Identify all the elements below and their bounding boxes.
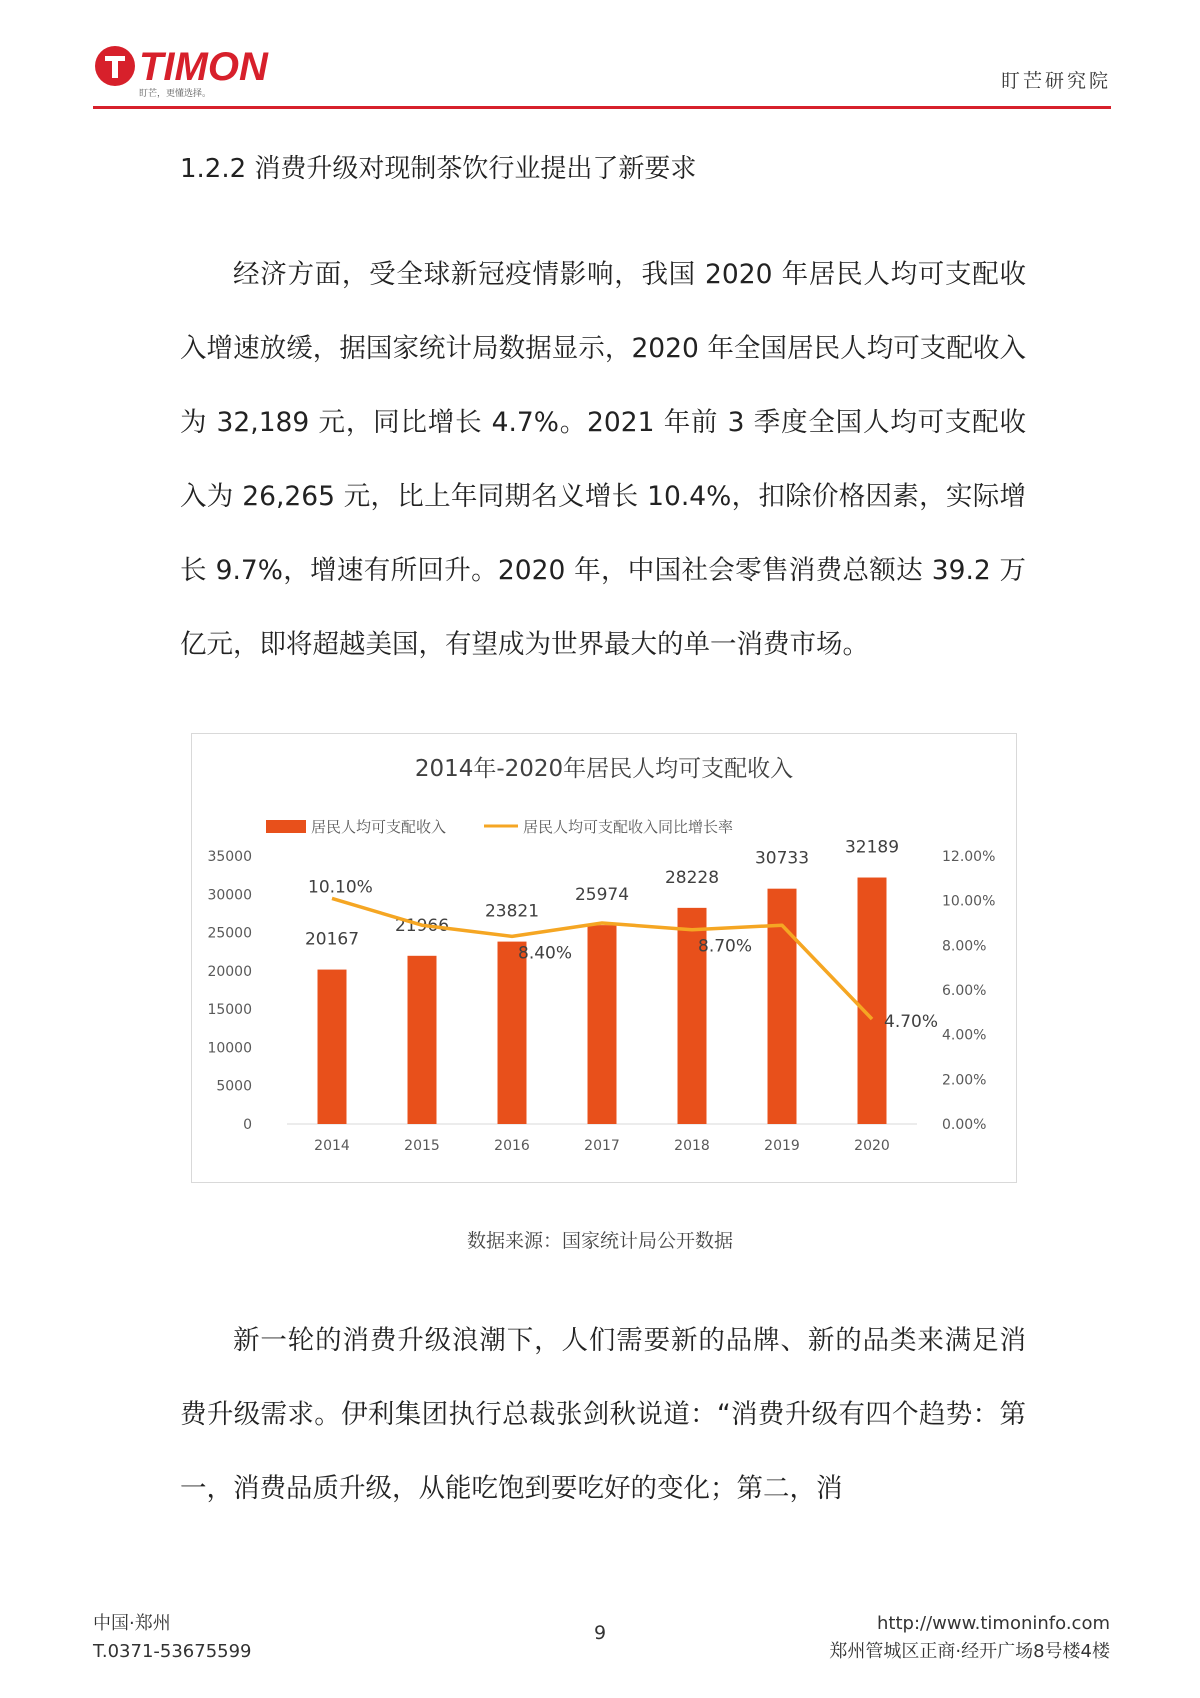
x-tick-label: 2014 xyxy=(314,1138,350,1154)
y-left-tick-label: 5000 xyxy=(216,1078,252,1095)
y-right-tick-label: 2.00% xyxy=(942,1072,987,1089)
chart-canvas xyxy=(192,734,1016,1182)
institute-name: 盯芒研究院 xyxy=(1000,70,1111,92)
y-left-tick-label: 15000 xyxy=(207,1002,252,1019)
y-right-tick-label: 8.00% xyxy=(942,938,987,955)
y-left-tick-label: 20000 xyxy=(207,963,252,980)
y-left-tick-label: 30000 xyxy=(207,887,252,904)
body-paragraph-1 xyxy=(180,238,1026,682)
bar xyxy=(408,956,437,1124)
footer-location: 中国·郑州 xyxy=(93,1613,171,1634)
chart-title: 2014年-2020年居民人均可支配收入 xyxy=(414,756,794,782)
x-tick-label: 2018 xyxy=(674,1138,710,1154)
y-right-tick-label: 0.00% xyxy=(942,1117,987,1133)
bar-value-label: 25974 xyxy=(574,885,630,906)
y-left-tick-label: 35000 xyxy=(207,849,252,865)
y-left-tick-label: 25000 xyxy=(207,925,252,942)
header-divider xyxy=(93,106,1111,109)
paragraph-text: 新一轮的消费升级浪潮下，人们需要新的品牌、新的品类来满足消费升级需求。伊利集团执行总裁张剑秋说道：“消费升级有四个趋势：第一，消费品质升级，从能吃饱到要吃好的变化；第二，消 xyxy=(180,1325,1026,1504)
x-tick-label: 2020 xyxy=(854,1138,890,1154)
y-right-tick-label: 12.00% xyxy=(942,849,996,865)
logo-wordmark: TIMON xyxy=(139,45,268,89)
bar-value-label: 30733 xyxy=(754,848,810,869)
x-tick-label: 2019 xyxy=(764,1138,800,1154)
bar-value-label: 28228 xyxy=(664,867,720,888)
bar-value-label: 21966 xyxy=(394,915,450,936)
footer-website[interactable]: http://www.timoninfo.com xyxy=(877,1613,1110,1634)
income-chart xyxy=(191,733,1017,1183)
line-point-label: 8.40% xyxy=(518,943,573,964)
legend-line-label: 居民人均可支配收入同比增长率 xyxy=(523,818,734,836)
x-tick-label: 2017 xyxy=(584,1138,620,1154)
line-point-label: 8.70% xyxy=(698,936,753,957)
body-paragraph-2 xyxy=(180,1304,1026,1526)
bar xyxy=(318,970,347,1124)
footer-phone: T.0371-53675599 xyxy=(93,1641,252,1662)
footer-address-block xyxy=(829,1610,1110,1666)
bar xyxy=(858,878,887,1124)
y-right-tick-label: 10.00% xyxy=(942,893,996,910)
section-title: 1.2.2 消费升级对现制茶饮行业提出了新要求 xyxy=(180,154,697,184)
y-right-tick-label: 4.00% xyxy=(942,1027,987,1044)
page-header xyxy=(93,36,1111,108)
footer-address: 郑州管城区正商·经开广场8号楼4楼 xyxy=(829,1641,1110,1662)
y-right-tick-label: 6.00% xyxy=(942,983,987,999)
x-tick-label: 2015 xyxy=(404,1138,440,1154)
x-tick-label: 2016 xyxy=(494,1138,530,1154)
bar-value-label: 23821 xyxy=(484,901,540,922)
paragraph-text: 经济方面，受全球新冠疫情影响，我国 2020 年居民人均可支配收入增速放缓，据国家统计局数据显示，2020 年全国居民人均可支配收入为 32,189 元，同比增长 4.7%。2021 年前 3 季度全国人均可支配收入为 26,265 元，比上年同期名义增长 10.4%，扣除价格因素，实际增长 9.7%，增速有所回升。2020 年，中国社会零售消费总额达 39.2 万亿元，即将超越美国，有望成为世界最大的单一消费市场。 xyxy=(180,259,1026,660)
legend-bar-swatch xyxy=(266,820,306,833)
logo-tagline: 盯芒，更懂选择。 xyxy=(139,89,212,99)
chart-caption: 数据来源：国家统计局公开数据 xyxy=(466,1230,733,1252)
bar xyxy=(588,925,617,1124)
y-left-tick-label: 0 xyxy=(243,1117,252,1133)
timon-logo xyxy=(93,36,373,100)
page-number: 9 xyxy=(593,1622,607,1644)
bar xyxy=(498,942,527,1124)
bar-value-label: 32189 xyxy=(844,837,900,858)
legend-bar-label: 居民人均可支配收入 xyxy=(311,818,447,836)
y-left-tick-label: 10000 xyxy=(207,1040,252,1057)
bar-value-label: 20167 xyxy=(304,929,360,950)
line-point-label: 4.70% xyxy=(884,1012,939,1033)
line-point-label: 10.10% xyxy=(308,877,373,898)
